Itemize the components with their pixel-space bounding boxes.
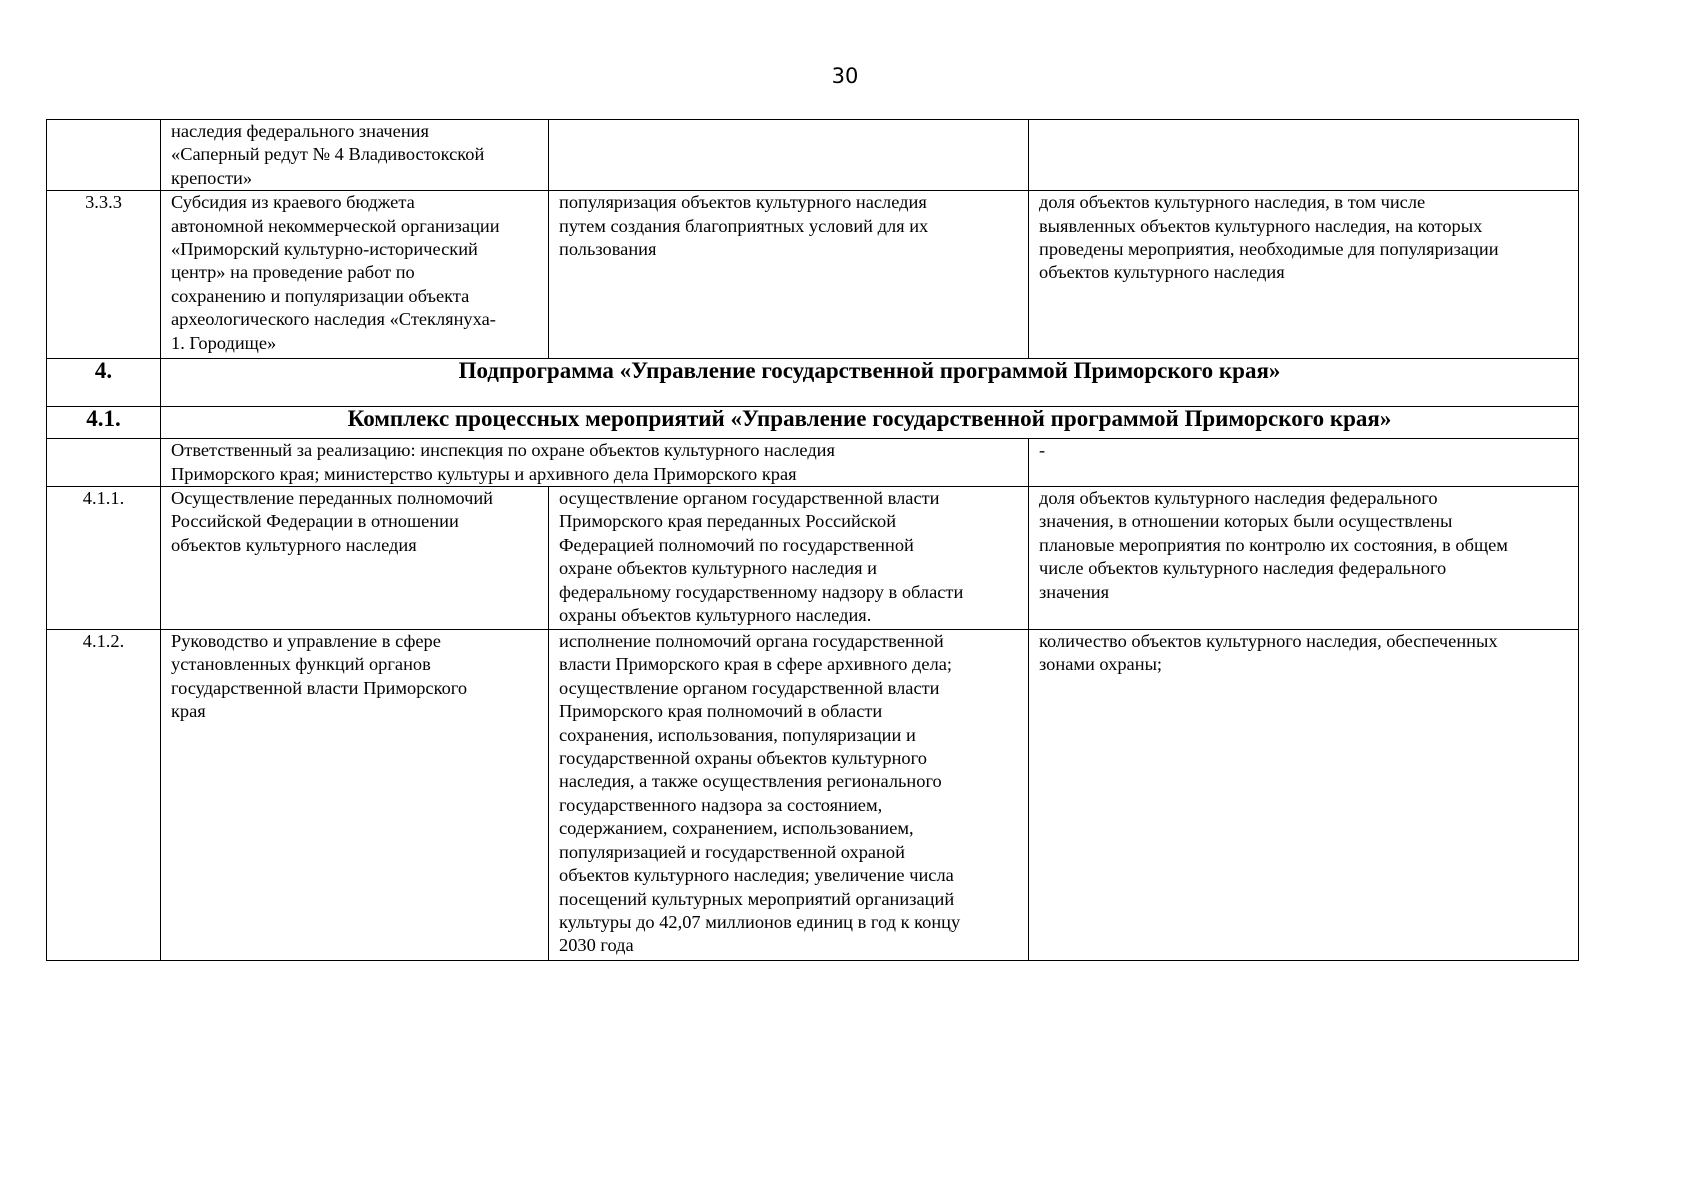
row-number-cell	[47, 120, 161, 191]
table-row-complex-4-1	[47, 407, 1579, 439]
table-row-4-1-2	[47, 630, 1579, 961]
activity-name-cell: Субсидия из краевого бюджета автономной некоммерческой организации «Приморский культурно-исторический центр» на проведение работ по сохранению и популяризации объекта археологического наследия «Стеклянуха- 1. Городище»	[161, 191, 549, 359]
row-number-cell: 4.1.1.	[47, 487, 161, 630]
activity-name-cell: наследия федерального значения «Саперный редут № 4 Владивостокской крепости»	[161, 120, 549, 191]
expected-result-cell	[549, 120, 1029, 191]
table-row-subprogram-4	[47, 359, 1579, 407]
subprogram-title: Подпрограмма «Управление государственной программой Приморского края»	[161, 359, 1579, 407]
row-number-cell	[47, 439, 161, 487]
expected-result-cell: осуществление органом государственной власти Приморского края переданных Российской Федерацией полномочий по государственной охране объектов культурного наследия и федеральному государственному надзору в области охраны объектов культурного наследия.	[549, 487, 1029, 630]
section-number-cell: 4.	[47, 359, 161, 407]
table-row-3-3-3	[47, 191, 1579, 359]
table-row-responsible	[47, 439, 1579, 487]
responsible-text: Ответственный за реализацию: инспекция по охране объектов культурного наследия Приморского края; министерство культуры и архивного дела Приморского края	[161, 439, 1029, 487]
indicator-cell	[1029, 120, 1579, 191]
expected-result-cell: популяризация объектов культурного наследия путем создания благоприятных условий для их пользования	[549, 191, 1029, 359]
activity-name-cell: Руководство и управление в сфере установленных функций органов государственной власти Приморского края	[161, 630, 549, 961]
indicator-cell: количество объектов культурного наследия, обеспеченных зонами охраны;	[1029, 630, 1579, 961]
page-number: 30	[831, 64, 859, 88]
indicator-cell: доля объектов культурного наследия, в том числе выявленных объектов культурного наследия, на которых проведены мероприятия, необходимые для популяризации объектов культурного наследия	[1029, 191, 1579, 359]
activity-name-cell: Осуществление переданных полномочий Российской Федерации в отношении объектов культурного наследия	[161, 487, 549, 630]
row-number-cell: 4.1.2.	[47, 630, 161, 961]
table-row-continuation	[47, 120, 1579, 191]
complex-title: Комплекс процессных мероприятий «Управление государственной программой Приморского края»	[161, 407, 1579, 439]
row-number-cell: 3.3.3	[47, 191, 161, 359]
expected-result-cell: исполнение полномочий органа государственной власти Приморского края в сфере архивного дела; осуществление органом государственной власти Приморского края полномочий в области сохранения, использования, популяризации и государственной охраны объектов культурного наследия, а также осуществления регионального государственного надзора за состоянием, содержанием, сохранением, использованием, популяризацией и государственной охраной объектов культурного наследия; увеличение числа посещений культурных мероприятий организаций культуры до 42,07 миллионов единиц в год к концу 2030 года	[549, 630, 1029, 961]
program-table	[46, 119, 1579, 961]
table-row-4-1-1	[47, 487, 1579, 630]
section-number-cell: 4.1.	[47, 407, 161, 439]
indicator-cell: доля объектов культурного наследия федерального значения, в отношении которых были осуществлены плановые мероприятия по контролю их состояния, в общем числе объектов культурного наследия федерального значения	[1029, 487, 1579, 630]
indicator-cell: -	[1029, 439, 1579, 487]
